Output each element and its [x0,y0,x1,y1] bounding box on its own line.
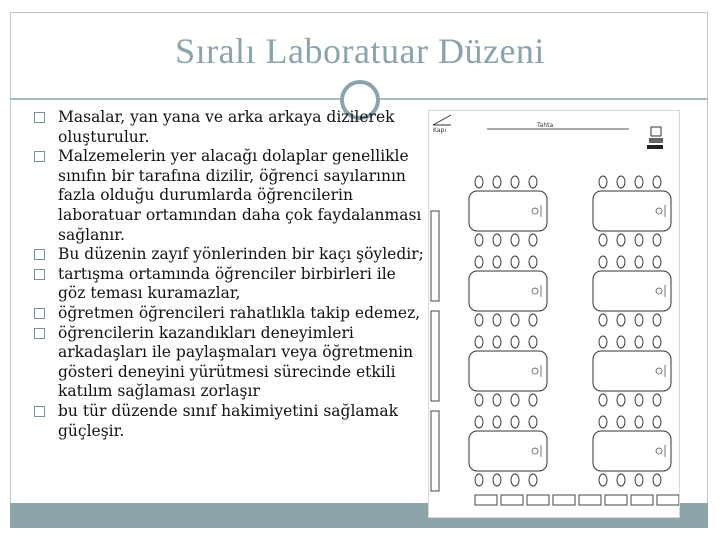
back-cabinet [527,495,549,505]
slide-title: Sıralı Laboratuar Düzeni [175,31,545,71]
chair-icon [475,314,483,326]
side-cabinet [431,211,439,301]
chair-icon [511,474,519,486]
sink-icon [532,448,538,454]
floor-plan-drawing [429,111,679,517]
chair-icon [511,336,519,348]
chair-icon [617,256,625,268]
bullet-box-icon [34,249,45,260]
bullet-box-icon [34,406,45,417]
bullet-text: Masalar, yan yana ve arka arkaya dizilerek oluşturulur. [58,108,395,146]
chair-icon [653,474,661,486]
sink-icon [532,288,538,294]
chair-icon [635,474,643,486]
bullet-item [34,147,426,245]
chair-icon [511,394,519,406]
bullet-text: tartışma ortamında öğrenciler birbirleri ile göz teması kuramazlar, [58,264,396,303]
chair-icon [493,256,501,268]
bullet-box-icon [34,328,45,339]
bullet-box-icon [34,308,45,319]
teacher-desk [647,145,663,149]
chair-icon [599,256,607,268]
chair-icon [493,314,501,326]
bullet-item [34,265,426,304]
chair-icon [617,336,625,348]
chair-icon [529,474,537,486]
computer-monitor-icon [651,127,661,136]
chair-icon [599,314,607,326]
chair-icon [653,314,661,326]
chair-icon [511,256,519,268]
sink-icon [532,368,538,374]
back-cabinet [579,495,601,505]
chair-icon [653,394,661,406]
chair-icon [475,256,483,268]
chair-icon [475,336,483,348]
back-cabinet [657,495,679,505]
chair-icon [529,234,537,246]
back-cabinet [475,495,497,505]
lab-tables-group [469,176,671,486]
chair-icon [617,474,625,486]
chair-icon [635,394,643,406]
sink-icon [656,448,662,454]
chair-icon [599,394,607,406]
chair-icon [617,234,625,246]
back-cabinets-group [475,495,679,505]
sink-icon [656,368,662,374]
chair-icon [617,416,625,428]
door-icon [433,115,451,125]
door-label: Kapı [433,127,446,134]
bullet-list [34,108,426,441]
chair-icon [475,176,483,188]
bullet-box-icon [34,269,45,280]
computer-desk-icon [649,138,663,143]
chair-icon [493,336,501,348]
chair-icon [511,176,519,188]
chair-icon [617,394,625,406]
chair-icon [529,416,537,428]
chair-icon [493,394,501,406]
chair-icon [635,234,643,246]
bullet-box-icon [34,151,45,162]
chair-icon [493,474,501,486]
chair-icon [635,176,643,188]
bullet-box-icon [34,112,45,123]
chair-icon [475,234,483,246]
chair-icon [511,234,519,246]
chair-icon [599,474,607,486]
chair-icon [529,394,537,406]
chair-icon [493,176,501,188]
chair-icon [599,336,607,348]
chair-icon [493,234,501,246]
sink-icon [656,288,662,294]
bullet-item [34,108,426,147]
sink-icon [532,208,538,214]
bullet-text: bu tür düzende sınıf hakimiyetini sağlamak güçleşir. [58,401,399,440]
chair-icon [635,314,643,326]
chair-icon [475,416,483,428]
lab-floor-plan [428,110,680,518]
chair-icon [475,394,483,406]
chair-icon [511,416,519,428]
chair-icon [599,234,607,246]
chair-icon [653,336,661,348]
sink-icon [656,208,662,214]
bullet-item [34,402,426,441]
chair-icon [493,416,501,428]
chair-icon [599,176,607,188]
chair-icon [529,176,537,188]
chair-icon [635,256,643,268]
chair-icon [635,416,643,428]
back-cabinet [631,495,653,505]
chair-icon [617,314,625,326]
board-label: Tahta [537,122,554,129]
back-cabinet [553,495,575,505]
bullet-text: Malzemelerin yer alacağı dolaplar genellikle sınıfın bir tarafına dizilir, öğrenci sayılarının fazla olduğu durumlarda öğrencilerin laboratuar ortamından daha çok faydalanması sağlanır. [58,147,422,244]
chair-icon [653,416,661,428]
bullet-text: öğretmen öğrencileri rahatlıkla takip edemez, [58,303,421,322]
chair-icon [635,336,643,348]
side-cabinet [431,411,439,491]
side-cabinet [431,311,439,401]
back-cabinet [605,495,627,505]
chair-icon [653,234,661,246]
chair-icon [475,474,483,486]
chair-icon [529,256,537,268]
chair-icon [653,256,661,268]
chair-icon [617,176,625,188]
back-cabinet [501,495,523,505]
bullet-item [34,304,426,324]
chair-icon [653,176,661,188]
chair-icon [529,336,537,348]
bullet-item [34,324,426,402]
chair-icon [511,314,519,326]
bullet-item [34,245,426,265]
bullet-text: Bu düzenin zayıf yönlerinden bir kaçı şöyledir; [58,245,424,264]
chair-icon [529,314,537,326]
chair-icon [599,416,607,428]
bullet-text: öğrencilerin kazandıkları deneyimleri arkadaşları ile paylaşmaları veya öğretmenin gösteri deneyini yürütmesi sürecinde etkili katılım sağlaması zorlaşır [58,323,414,401]
